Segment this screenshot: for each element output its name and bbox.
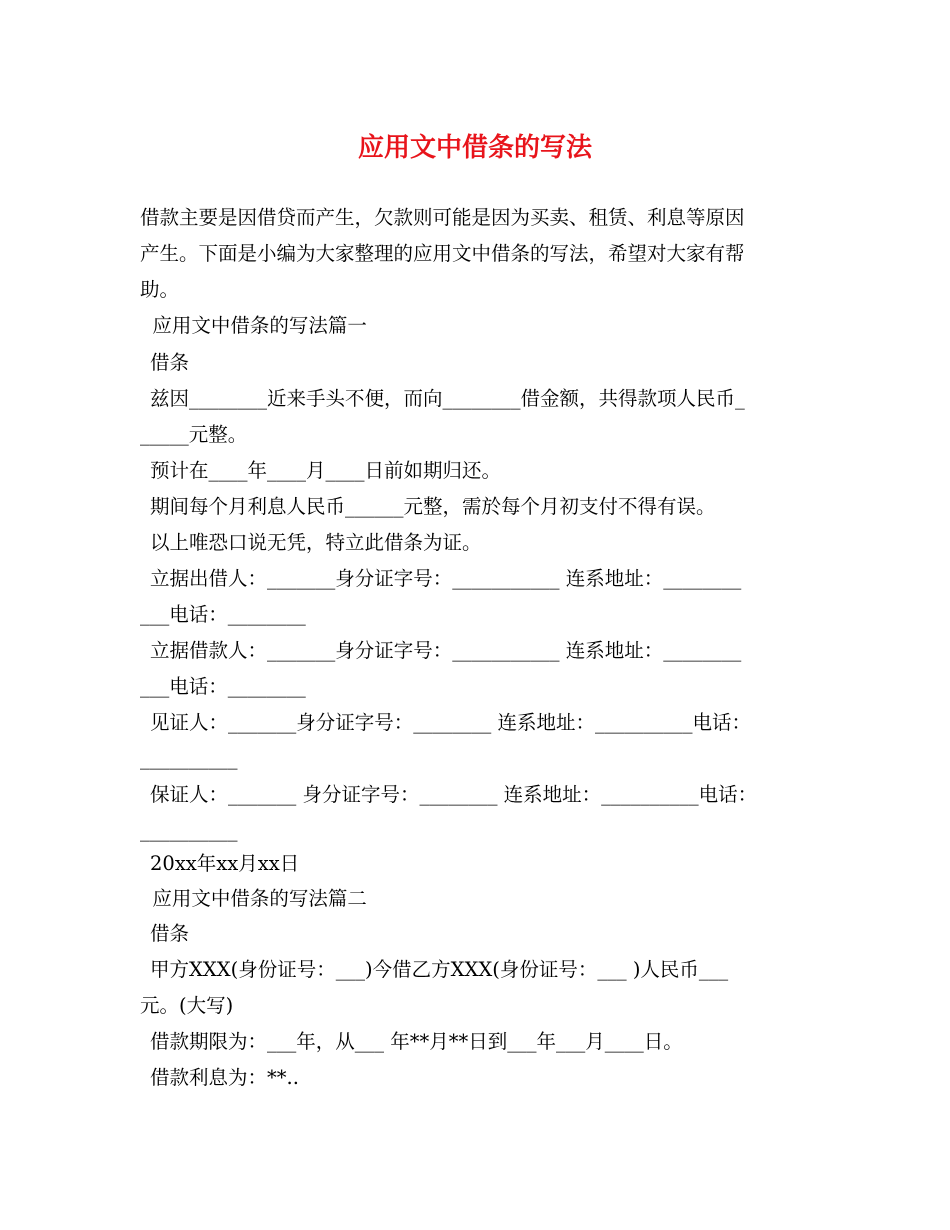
witness-line-1: 见证人：_______身分证字号：________ 连系地址：__________电话： — [150, 711, 751, 734]
note1-line-4: 期间每个月利息人民币______元整，需於每个月初支付不得有误。 — [150, 495, 716, 518]
note1-line-5: 以上唯恐口说无凭，特立此借条为证。 — [150, 531, 482, 554]
note1-line-2: _____元整。 — [140, 423, 248, 446]
section-heading-1: 应用文中借条的写法篇一 — [140, 314, 367, 337]
lender-line-2: ___电话：________ — [140, 603, 306, 626]
guarantor-line-2: __________ — [140, 819, 238, 842]
note2-line-4: 借款利息为：**.. — [150, 1066, 299, 1089]
note1-line-1: 兹因________近来手头不便，而向________借金额，共得款项人民币_ — [150, 387, 745, 410]
note2-line-2: 元。(大写) — [140, 994, 234, 1017]
borrower-line-1: 立据借款人：_______身分证字号：___________ 连系地址：________ — [150, 639, 742, 662]
guarantor-line-1: 保证人：_______ 身分证字号：________ 连系地址：__________电话： — [150, 783, 758, 806]
note2-line-3: 借款期限为：___年，从___ 年**月**日到___年___月____日。 — [150, 1030, 683, 1053]
intro-line-3: 助。 — [140, 278, 180, 301]
note1-line-3: 预计在____年____月____日前如期归还。 — [150, 459, 502, 482]
note-heading-2: 借条 — [150, 922, 190, 945]
intro-line-2: 产生。下面是小编为大家整理的应用文中借条的写法，希望对大家有帮 — [140, 242, 745, 265]
document-title: 应用文中借条的写法 — [357, 133, 592, 163]
section-heading-2: 应用文中借条的写法篇二 — [140, 887, 367, 910]
date-line: 20xx年xx月xx日 — [150, 852, 300, 875]
note-heading-1: 借条 — [150, 351, 190, 374]
note2-line-1: 甲方XXX(身份证号：___)今借乙方XXX(身份证号：___ )人民币___ — [150, 958, 729, 981]
borrower-line-2: ___电话：________ — [140, 675, 306, 698]
witness-line-2: __________ — [140, 747, 238, 770]
lender-line-1: 立据出借人：_______身分证字号：___________ 连系地址：________ — [150, 567, 742, 590]
intro-line-1: 借款主要是因借贷而产生，欠款则可能是因为买卖、租赁、利息等原因 — [140, 206, 745, 229]
